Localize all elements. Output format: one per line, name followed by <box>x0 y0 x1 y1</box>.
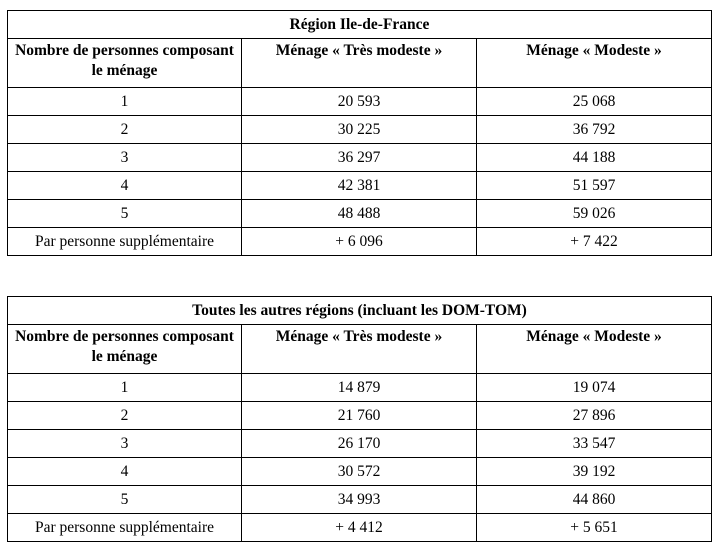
column-header-very-modest: Ménage « Très modeste » <box>242 325 477 374</box>
cell-very-modest: 36 297 <box>242 144 477 172</box>
cell-very-modest: + 4 412 <box>242 514 477 542</box>
cell-household-size: 4 <box>8 458 242 486</box>
cell-household-size: 4 <box>8 172 242 200</box>
table-row <box>8 486 712 514</box>
cell-household-size: 2 <box>8 402 242 430</box>
table-row <box>8 200 712 228</box>
cell-household-size: 1 <box>8 374 242 402</box>
cell-modest: 39 192 <box>477 458 712 486</box>
table-title-row <box>8 297 712 325</box>
cell-modest: 19 074 <box>477 374 712 402</box>
table-row <box>8 88 712 116</box>
cell-household-size: 2 <box>8 116 242 144</box>
cell-modest: 27 896 <box>477 402 712 430</box>
table-row <box>8 144 712 172</box>
table-ile-de-france <box>7 10 712 256</box>
column-header-very-modest: Ménage « Très modeste » <box>242 39 477 88</box>
table-other-regions <box>7 296 712 542</box>
table-title: Toutes les autres régions (incluant les DOM-TOM) <box>8 297 712 325</box>
cell-household-size: 1 <box>8 88 242 116</box>
cell-modest: 33 547 <box>477 430 712 458</box>
table-row <box>8 172 712 200</box>
table-title-row <box>8 11 712 39</box>
cell-household-size: 3 <box>8 144 242 172</box>
table-row <box>8 402 712 430</box>
column-header-household-size: Nombre de personnes composant le ménage <box>8 325 242 374</box>
column-header-household-size: Nombre de personnes composant le ménage <box>8 39 242 88</box>
cell-very-modest: 42 381 <box>242 172 477 200</box>
cell-modest: + 5 651 <box>477 514 712 542</box>
cell-very-modest: 26 170 <box>242 430 477 458</box>
cell-modest: + 7 422 <box>477 228 712 256</box>
cell-modest: 25 068 <box>477 88 712 116</box>
column-header-modest: Ménage « Modeste » <box>477 39 712 88</box>
cell-very-modest: 34 993 <box>242 486 477 514</box>
cell-household-size: 3 <box>8 430 242 458</box>
cell-household-size: 5 <box>8 486 242 514</box>
cell-modest: 59 026 <box>477 200 712 228</box>
table-row <box>8 374 712 402</box>
table-row <box>8 514 712 542</box>
cell-household-size: 5 <box>8 200 242 228</box>
cell-very-modest: 14 879 <box>242 374 477 402</box>
cell-very-modest: 20 593 <box>242 88 477 116</box>
cell-very-modest: 30 225 <box>242 116 477 144</box>
column-header-row <box>8 39 712 88</box>
cell-very-modest: 21 760 <box>242 402 477 430</box>
column-header-row <box>8 325 712 374</box>
table-row <box>8 430 712 458</box>
cell-modest: 51 597 <box>477 172 712 200</box>
cell-household-size: Par personne supplémentaire <box>8 514 242 542</box>
table-row <box>8 458 712 486</box>
cell-modest: 44 860 <box>477 486 712 514</box>
cell-very-modest: 30 572 <box>242 458 477 486</box>
cell-modest: 44 188 <box>477 144 712 172</box>
table-title: Région Ile-de-France <box>8 11 712 39</box>
cell-very-modest: 48 488 <box>242 200 477 228</box>
table-row <box>8 116 712 144</box>
cell-very-modest: + 6 096 <box>242 228 477 256</box>
cell-household-size: Par personne supplémentaire <box>8 228 242 256</box>
cell-modest: 36 792 <box>477 116 712 144</box>
column-header-modest: Ménage « Modeste » <box>477 325 712 374</box>
table-row <box>8 228 712 256</box>
